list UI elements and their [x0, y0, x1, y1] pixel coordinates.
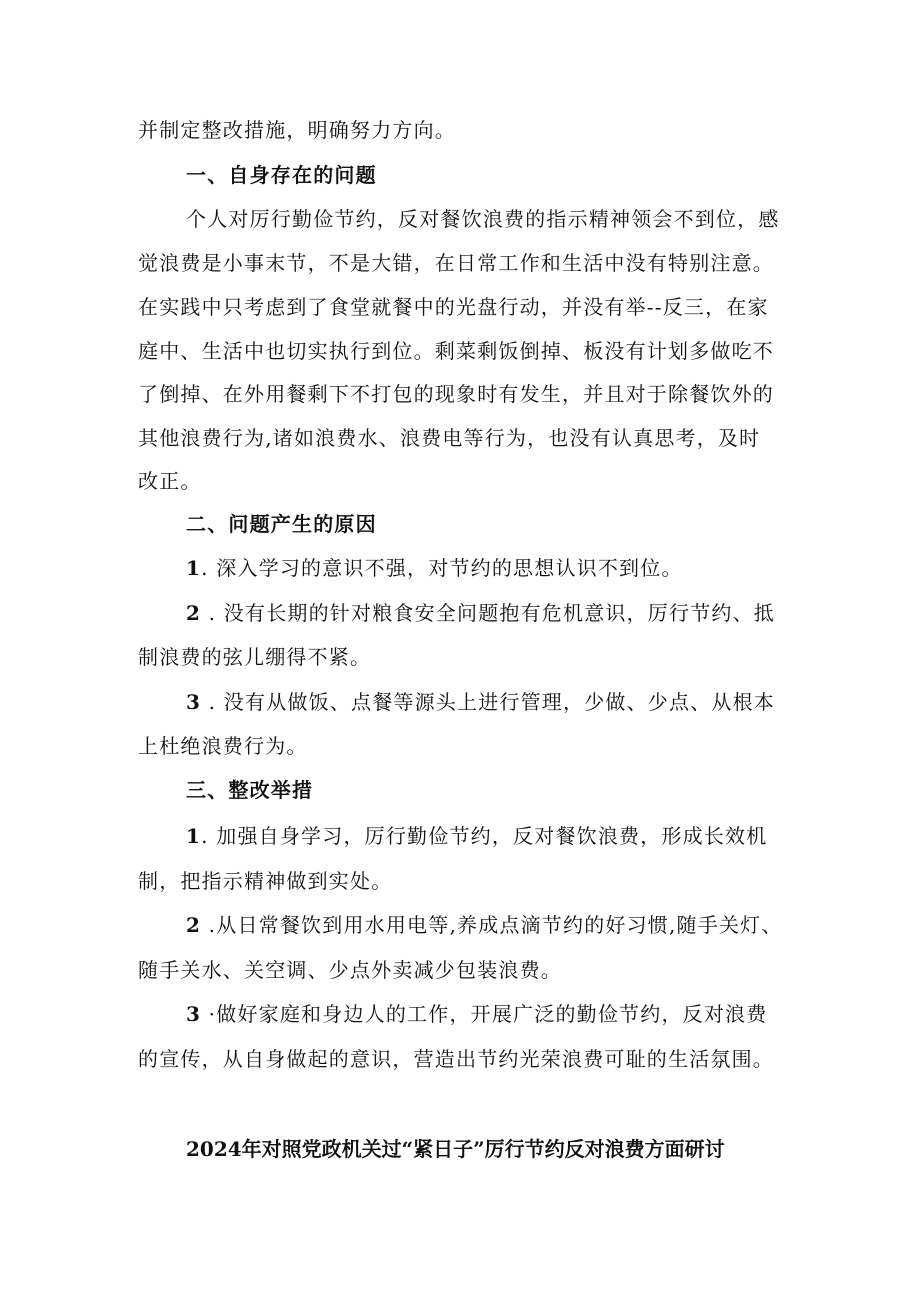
text-line: 庭中、生活中也切实执行到位。剩菜剩饭倒掉、板没有计划多做吃不 — [138, 339, 774, 363]
section-heading-2: 二、问题产生的原因 — [186, 512, 377, 536]
document-title: 2024年对照党政机关过“紧日子”厉行节约反对浪费方面研讨 — [186, 1137, 725, 1161]
list-number: 1 — [186, 556, 202, 580]
list-number: 2 — [186, 913, 202, 937]
text-line: 觉浪费是小事末节，不是大错，在日常工作和生活中没有特别注意。 — [138, 251, 774, 275]
list-number: 3 — [186, 1002, 202, 1026]
list-item — [186, 823, 767, 849]
text-line: 了倒掉、在外用餐剩下不打包的现象时有发生，并且对于除餐饮外的 — [138, 382, 774, 406]
list-item — [186, 555, 683, 581]
section-heading-1: 一、自身存在的问题 — [186, 163, 377, 187]
list-number: 1 — [186, 824, 202, 848]
text-line: 上杜绝浪费行为。 — [138, 734, 308, 758]
section-heading-3: 三、整改举措 — [186, 778, 314, 802]
list-item — [186, 912, 783, 938]
list-text: ·做好家庭和身边人的工作，开展广泛的勤俭节约，反对浪费 — [201, 1002, 768, 1026]
text-line: 的宣传，从自身做起的意识，营造出节约光荣浪费可耻的生活氛围。 — [138, 1047, 774, 1071]
list-text: . 没有从做饭、点餐等源头上进行管理，少做、少点、从根本 — [201, 690, 775, 714]
text-line: 个人对厉行勤俭节约，反对餐饮浪费的指示精神领会不到位，感 — [186, 207, 780, 231]
text-line: 其他浪费行为,诸如浪费水、浪费电等行为，也没有认真思考，及时 — [138, 426, 761, 450]
text-line: 改正。 — [138, 469, 202, 493]
list-item — [186, 689, 775, 715]
list-text: . 深入学习的意识不强，对节约的思想认识不到位。 — [201, 556, 683, 580]
text-line: 在实践中只考虑到了食堂就餐中的光盘行动，并没有举--反三，在家 — [138, 295, 769, 319]
text-line: 随手关水、关空调、少点外卖减少包装浪费。 — [138, 958, 562, 982]
list-text: . 加强自身学习，厉行勤俭节约，反对餐饮浪费，形成长效机 — [201, 824, 768, 848]
list-number: 2 — [186, 601, 202, 625]
list-item — [186, 1001, 767, 1027]
text-line: 制，把指示精神做到实处。 — [138, 869, 393, 893]
text-line: 制浪费的弦儿绷得不紧。 — [138, 645, 372, 669]
list-item — [186, 600, 775, 626]
list-number: 3 — [186, 690, 202, 714]
text-line: 并制定整改措施，明确努力方向。 — [138, 118, 456, 142]
list-text: .从日常餐饮到用水用电等,养成点滴节约的好习惯,随手关灯、 — [201, 913, 783, 937]
list-text: . 没有长期的针对粮食安全问题抱有危机意识，厉行节约、抵 — [201, 601, 775, 625]
